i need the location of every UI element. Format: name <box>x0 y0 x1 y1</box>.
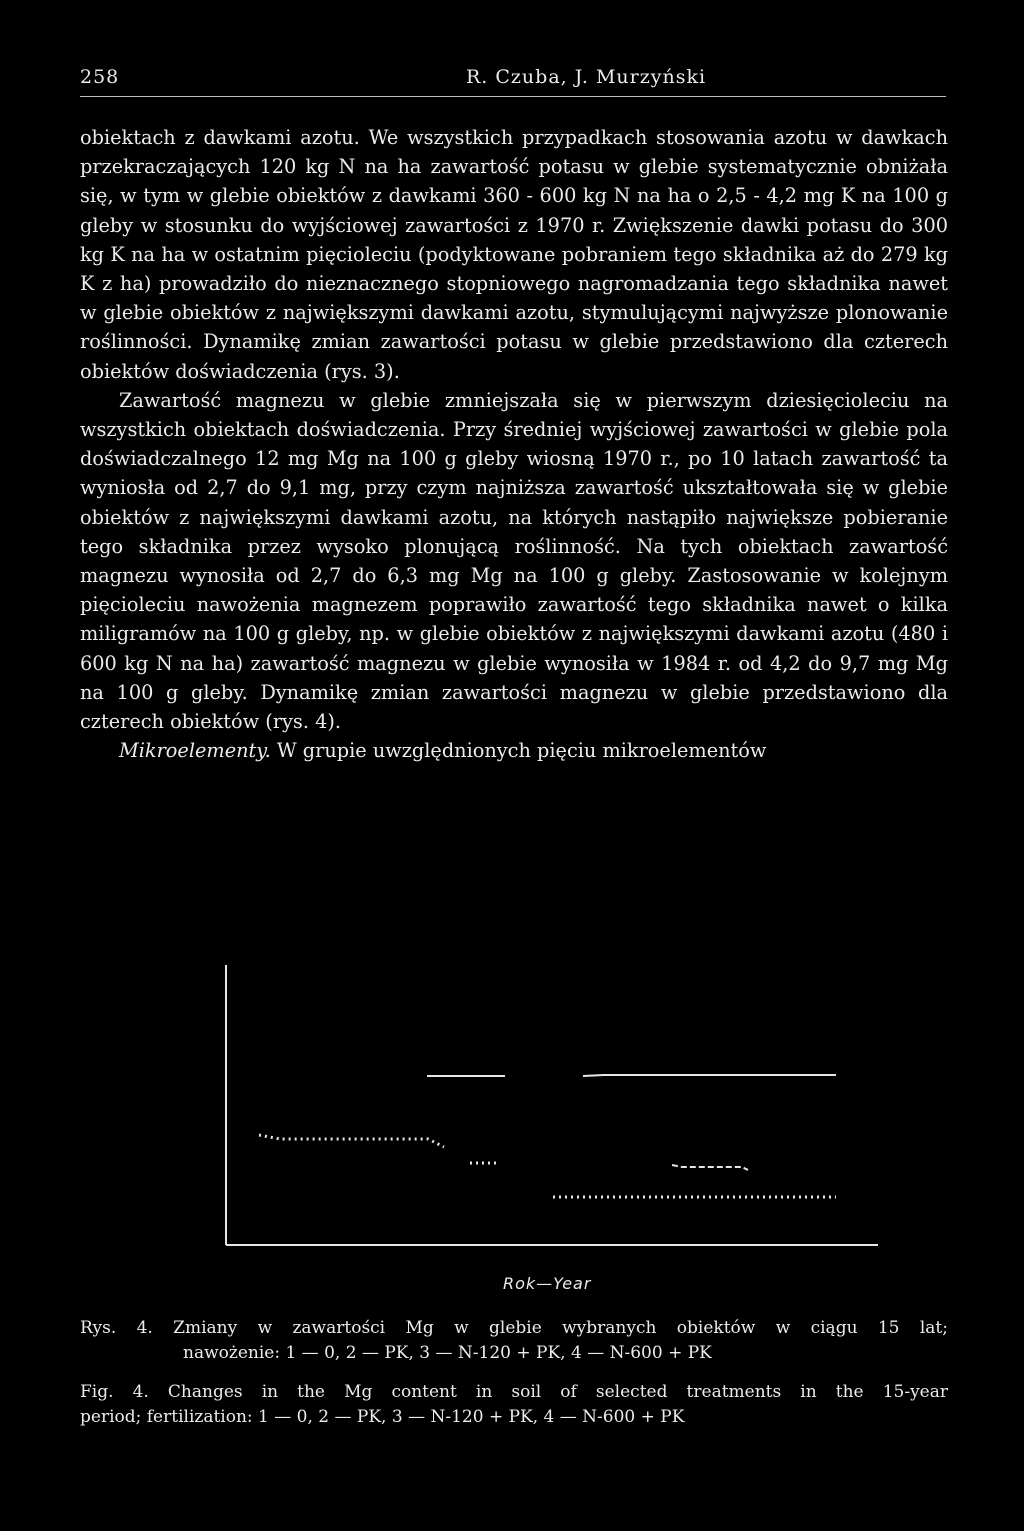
mg-content-chart <box>200 955 900 1255</box>
caption-pl-line-1: Rys. 4. Zmiany w zawartości Mg w glebie wybranych obiektów w ciągu 15 lat; <box>80 1318 948 1338</box>
caption-en-line-1: Fig. 4. Changes in the Mg content in soil of selected treatments in the 15-year <box>80 1382 948 1402</box>
series-line-5 <box>672 1165 748 1170</box>
running-header <box>80 62 946 92</box>
paragraph-potassium: obiektach z dawkami azotu. We wszystkich przypadkach stosowania azotu w dawkach przekraczających 120 kg N na ha zawartość potasu w glebie systematycznie obniżała się, w tym w glebie obiektów z dawkami 360 - 600 kg N na ha o 2,5 - 4,2 mg K na 100 g gleby w stosunku do wyjściowej zawartości z 1970 r. Zwiększenie dawki potasu do 300 kg K na ha w ostatnim pięcioleciu (podyktowane pobraniem tego składnika aż do 279 kg K z ha) prowadziło do nieznacznego stopniowego nagromadzania tego składnika nawet w glebie obiektów z największymi dawkami azotu, stymulującymi najwyższe plonowanie roślinności. Dynamikę zmian zawartości potasu w glebie przedstawiono dla czterech obiektów doświadczenia (rys. 3). <box>80 126 948 383</box>
body-text <box>80 123 948 765</box>
section-lead-microelements: Mikroelementy. <box>119 739 271 763</box>
paragraph-magnesium: Zawartość magnezu w glebie zmniejszała się w pierwszym dziesięcioleciu na wszystkich obiektach doświadczenia. Przy średniej wyjściowej zawartości w glebie pola doświadczalnego 12 mg Mg na 100 g gleby wiosną 1970 r., po 10 latach zawartość ta wyniosła od 2,7 do 9,1 mg, przy czym najniższa zawartość ukształtowała się w glebie obiektów z największymi dawkami azotu, na których nastąpiło największe pobieranie tego składnika przez wysoko plonującą roślinność. Na tych obiektach zawartość magnezu wynosiła od 2,7 do 6,3 mg Mg na 100 g gleby. Zastosowanie w kolejnym pięcioleciu nawożenia magnezem poprawiło zawartość tego składnika nawet o kilka miligramów na 100 g gleby, np. w glebie obiektów z największymi dawkami azotu (480 i 600 kg N na ha) zawartość magnezu w glebie wynosiła w 1984 r. od 4,2 do 9,7 mg Mg na 100 g gleby. Dynamikę zmian zawartości magnezu w glebie przedstawiono dla czterech obiektów (rys. 4). <box>80 388 948 734</box>
chart-svg <box>200 955 900 1255</box>
paragraph-microelements-text: W grupie uwzględnionych pięciu mikroelementów <box>270 739 767 763</box>
paragraph-microelements <box>80 736 948 765</box>
figure-caption-pl <box>80 1316 948 1365</box>
series-line-3 <box>259 1135 444 1147</box>
caption-en-line-2: period; fertilization: 1 — 0, 2 — PK, 3 — N-120 + PK, 4 — N-600 + PK <box>80 1406 685 1427</box>
figure-caption-en <box>80 1380 948 1429</box>
x-axis-label: Rok—Year <box>503 1274 592 1293</box>
caption-pl-line-2: nawożenie: 1 — 0, 2 — PK, 3 — N-120 + PK, 4 — N-600 + PK <box>183 1342 712 1363</box>
running-authors: R. Czuba, J. Murzyński <box>466 66 707 88</box>
header-rule <box>80 96 946 97</box>
page-number: 258 <box>80 66 120 88</box>
series-line-2 <box>583 1075 836 1076</box>
